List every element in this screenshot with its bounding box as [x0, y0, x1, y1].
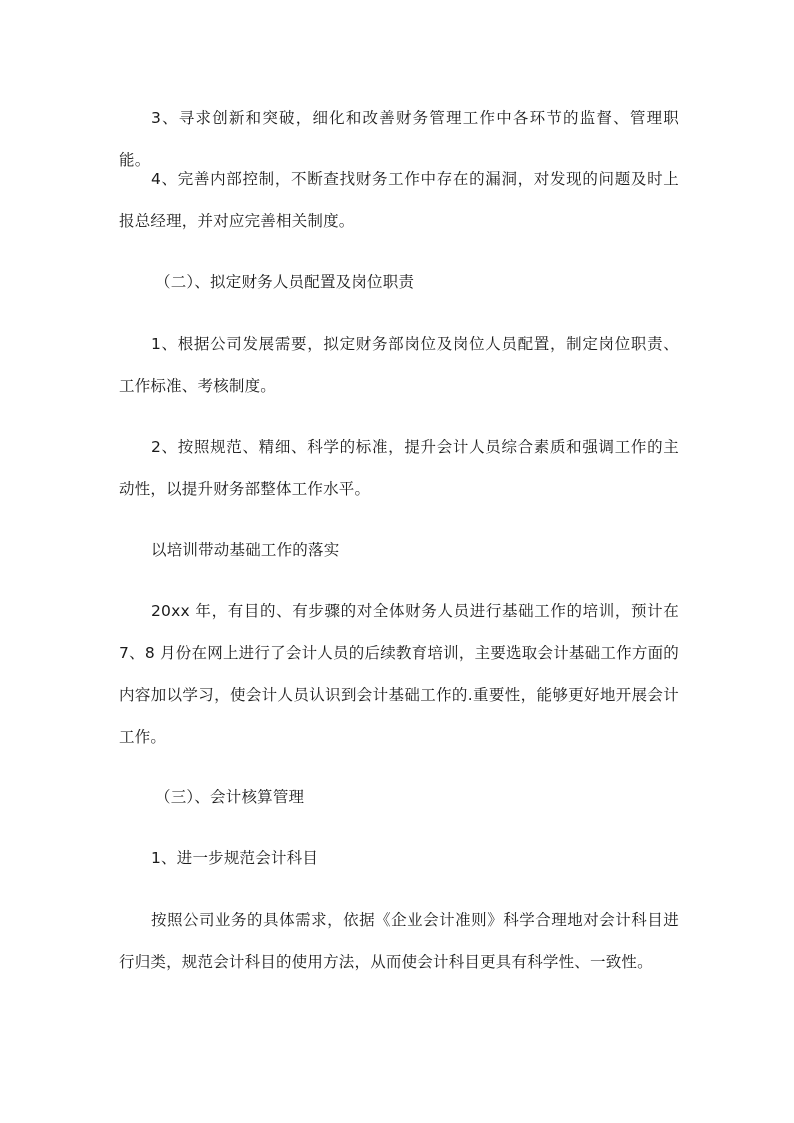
paragraph-training-details: 20xx 年，有目的、有步骤的对全体财务人员进行基础工作的培训，预计在 7、8 月份在网上进行了会计人员的后续教育培训，主要选取会计基础工作方面的内容加以学习，使会计人员认识到会计基础工作的.重要性，能够更好地开展会计工作。	[119, 602, 679, 746]
paragraph-1-staffing: 1、根据公司发展需要，拟定财务部岗位及岗位人员配置，制定岗位职责、工作标准、考核制度。	[119, 335, 679, 395]
section-heading-3: （三）、会计核算管理	[155, 788, 305, 806]
paragraph-2-standards: 2、按照规范、精细、科学的标准，提升会计人员综合素质和强调工作的主动性，以提升财务部整体工作水平。	[119, 438, 679, 498]
paragraph-3-innovation: 3、寻求创新和突破，细化和改善财务管理工作中各环节的监督、管理职能。	[119, 109, 679, 169]
paragraph-1-accounts: 1、进一步规范会计科目	[151, 849, 319, 867]
subheading-training: 以培训带动基础工作的落实	[151, 541, 340, 559]
paragraph-accounting-standards: 按照公司业务的具体需求，依据《企业会计准则》科学合理地对会计科目进行归类，规范会计科目的使用方法，从而使会计科目更具有科学性、一致性。	[119, 911, 679, 971]
paragraph-4-internal-control: 4、完善内部控制，不断查找财务工作中存在的漏洞，对发现的问题及时上报总经理，并对应完善相关制度。	[119, 170, 679, 230]
section-heading-2: （二）、拟定财务人员配置及岗位职责	[155, 273, 415, 291]
